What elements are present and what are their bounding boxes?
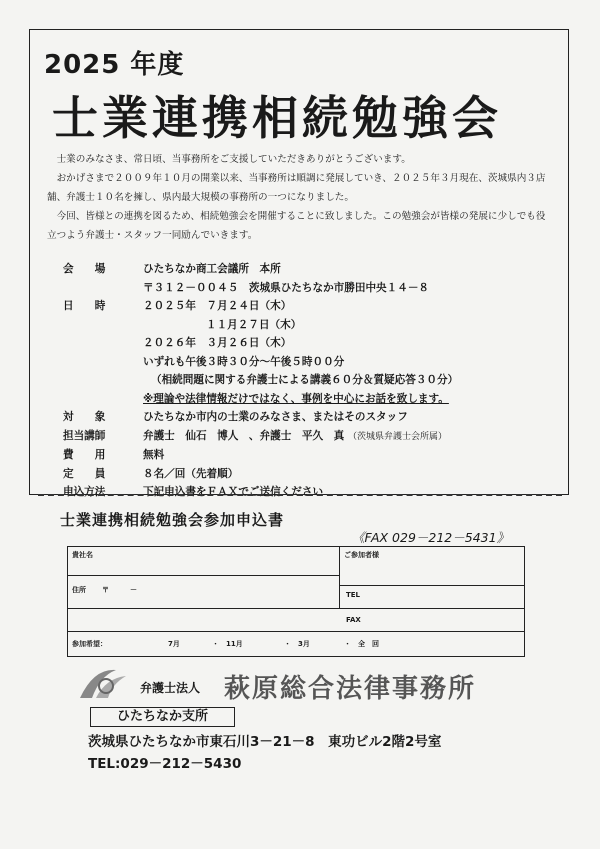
branch-name: ひたちなか支所 [90, 707, 235, 727]
page-title: 士業連携相続勉強会 [52, 91, 502, 145]
capacity-label: 定 員 [63, 467, 106, 480]
venue-address: 〒３１２－００４５ 茨城県ひたちなか市勝田中央１４－８ [143, 281, 430, 294]
form-line [68, 631, 524, 632]
address-label: 住所 [72, 586, 86, 594]
event-time: いずれも午後３時３０分～午後５時００分 [143, 355, 345, 368]
form-line [68, 575, 339, 576]
target-value: ひたちなか市内の士業のみなさま、またはそのスタッフ [143, 411, 408, 423]
preference-option-july[interactable]: 7月 [168, 640, 180, 648]
tel-field[interactable] [344, 587, 522, 607]
intro-text [47, 150, 552, 245]
application-form [67, 546, 525, 657]
date-label: 日 時 [63, 300, 106, 312]
event-details [63, 260, 543, 502]
fax-number: 《FAX 029－212－5431》 [352, 530, 510, 545]
participant-label: ご参加者様 [344, 551, 379, 559]
date-2: １１月２７日（木） [206, 318, 302, 331]
tel-label: TEL [346, 591, 361, 599]
date-3: ２０２６年 ３月２６日（木） [143, 337, 292, 349]
apply-label: 申込方法 [63, 486, 106, 498]
preference-label: 参加希望： [72, 640, 107, 648]
preference-field [72, 635, 522, 655]
firm-kind: 弁護士法人 [140, 681, 201, 695]
form-divider [339, 547, 340, 608]
preference-option-all[interactable]: ・ 全 回 [344, 640, 379, 648]
lecturer-value: 弁護士 仙石 博人 、弁護士 平久 真 [143, 429, 345, 442]
participant-field[interactable] [344, 550, 522, 584]
intro-paragraph: 今回、皆様との連携を図るため、相続勉強会を開催することに致しました。この勉強会が皆様の発展に少しでも役立つよう弁護士・スタッフ一同励んでいきます。 [47, 211, 546, 241]
fee-label: 費 用 [63, 449, 106, 461]
date-1: ２０２５年 ７月２４日（木） [143, 300, 292, 312]
capacity-value: ８名／回（先着順） [143, 467, 239, 480]
branch-tel: TEL:029－212－5430 [88, 756, 242, 772]
target-label: 対 象 [63, 411, 106, 423]
venue-value: ひたちなか商工会議所 本所 [143, 263, 281, 275]
lecturer-label: 担当講師 [63, 429, 106, 442]
fee-value: 無料 [143, 449, 165, 461]
firm-name: 萩原総合法律事務所 [224, 674, 477, 704]
time-note: （相続問題に関する弁護士による講義６０分＆質疑応答３０分） [151, 374, 459, 386]
preference-option-march[interactable]: ・ 3月 [284, 640, 310, 648]
form-line [68, 608, 524, 609]
branch-address: 茨城県ひたちなか市東石川3－21－8 東功ビル2階2号室 [88, 734, 442, 750]
preference-option-november[interactable]: ・ 11月 [212, 640, 243, 648]
lecturer-note: （茨城県弁護士会所属） [347, 431, 447, 442]
postal-mark: 〒 [102, 586, 109, 594]
firm-logo-icon [76, 664, 130, 702]
form-line [339, 585, 525, 586]
company-field[interactable] [72, 550, 332, 574]
fax-field[interactable] [344, 610, 522, 630]
apply-value: 下記申込書をＦＡＸでご送信ください [143, 486, 324, 498]
postal-dash: － [130, 586, 137, 594]
case-note: ※理論や法律情報だけではなく、事例を中心にお話を致します。 [143, 392, 449, 405]
intro-paragraph: 士業のみなさま、常日頃、当事務所をご支援していただきありがとうございます。 [56, 154, 411, 165]
fax-label: FAX [346, 616, 361, 624]
intro-paragraph: おかげさまで２００９年１０月の開業以来、当事務所は順調に発展していき、２０２５年３月現在、茨城県内３店舗、弁護士１０名を擁し、県内最大規模の事務所の一つになりました。 [47, 173, 546, 203]
cut-line [38, 494, 562, 496]
venue-label: 会 場 [63, 263, 106, 275]
event-year: 2025 年度 [44, 50, 185, 80]
form-title: 士業連携相続勉強会参加申込書 [60, 511, 285, 529]
company-label: 貴社名 [72, 551, 93, 559]
address-field[interactable] [72, 580, 336, 606]
